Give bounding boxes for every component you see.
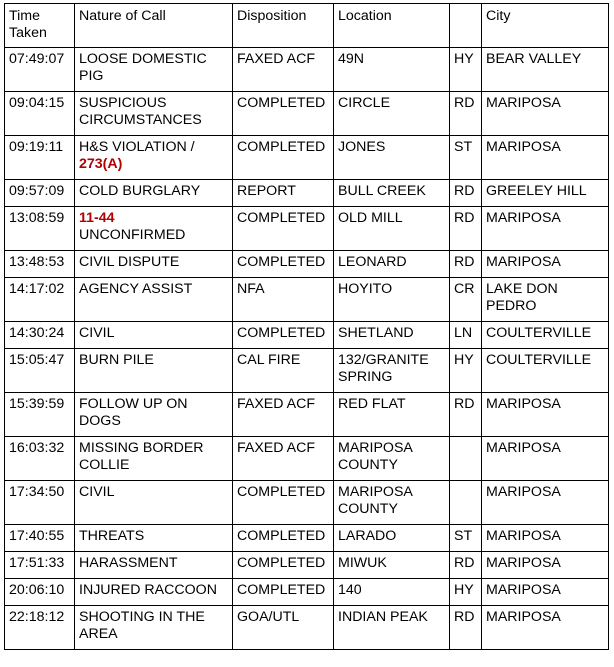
cell-city: MARIPOSA bbox=[482, 393, 609, 437]
table-body bbox=[5, 48, 609, 650]
cell-city: MARIPOSA bbox=[482, 251, 609, 278]
cell-location: LEONARD bbox=[334, 251, 450, 278]
header-location: Location bbox=[334, 4, 450, 48]
cell-street-suffix: RD bbox=[450, 393, 482, 437]
cell-city: MARIPOSA bbox=[482, 552, 609, 579]
cell-location: LARADO bbox=[334, 525, 450, 552]
call-log-table bbox=[4, 3, 609, 650]
cell-city: BEAR VALLEY bbox=[482, 48, 609, 92]
cell-time-taken: 15:39:59 bbox=[5, 393, 75, 437]
cell-time-taken: 13:48:53 bbox=[5, 251, 75, 278]
nature-text: HARASSMENT bbox=[79, 555, 178, 571]
cell-nature-of-call bbox=[75, 393, 233, 437]
cell-location: SHETLAND bbox=[334, 322, 450, 349]
cell-city: COULTERVILLE bbox=[482, 322, 609, 349]
table-row bbox=[5, 393, 609, 437]
cell-city: MARIPOSA bbox=[482, 606, 609, 650]
cell-nature-of-call bbox=[75, 525, 233, 552]
nature-text: UNCONFIRMED bbox=[79, 227, 186, 243]
cell-nature-of-call bbox=[75, 552, 233, 579]
cell-disposition: COMPLETED bbox=[233, 251, 334, 278]
table-row bbox=[5, 322, 609, 349]
cell-street-suffix: CR bbox=[450, 278, 482, 322]
cell-city: MARIPOSA bbox=[482, 525, 609, 552]
nature-text: CIVIL bbox=[79, 325, 115, 341]
table-row bbox=[5, 349, 609, 393]
table-row bbox=[5, 251, 609, 278]
cell-street-suffix: LN bbox=[450, 322, 482, 349]
cell-time-taken: 20:06:10 bbox=[5, 579, 75, 606]
header-street-suffix bbox=[450, 4, 482, 48]
cell-city: GREELEY HILL bbox=[482, 180, 609, 207]
nature-text: CIVIL DISPUTE bbox=[79, 254, 180, 270]
cell-nature-of-call bbox=[75, 349, 233, 393]
cell-time-taken: 17:40:55 bbox=[5, 525, 75, 552]
cell-disposition: COMPLETED bbox=[233, 579, 334, 606]
cell-city: MARIPOSA bbox=[482, 136, 609, 180]
cell-nature-of-call bbox=[75, 322, 233, 349]
cell-city: MARIPOSA bbox=[482, 579, 609, 606]
cell-street-suffix bbox=[450, 481, 482, 525]
cell-street-suffix: ST bbox=[450, 136, 482, 180]
nature-text: LOOSE DOMESTIC PIG bbox=[79, 51, 207, 84]
cell-disposition: COMPLETED bbox=[233, 207, 334, 251]
cell-location: HOYITO bbox=[334, 278, 450, 322]
cell-disposition: FAXED ACF bbox=[233, 393, 334, 437]
cell-disposition: COMPLETED bbox=[233, 92, 334, 136]
nature-text: FOLLOW UP ON DOGS bbox=[79, 396, 188, 429]
header-nature-of-call: Nature of Call bbox=[75, 4, 233, 48]
cell-nature-of-call bbox=[75, 251, 233, 278]
nature-text: SHOOTING IN THE AREA bbox=[79, 609, 205, 642]
cell-location: MIWUK bbox=[334, 552, 450, 579]
cell-location: MARIPOSA COUNTY bbox=[334, 481, 450, 525]
table-row bbox=[5, 278, 609, 322]
header-time-taken bbox=[5, 4, 75, 48]
cell-location: 132/GRANITE SPRING bbox=[334, 349, 450, 393]
cell-location: CIRCLE bbox=[334, 92, 450, 136]
cell-disposition: COMPLETED bbox=[233, 481, 334, 525]
table-row bbox=[5, 437, 609, 481]
nature-code-highlight: 273(A) bbox=[79, 156, 123, 172]
cell-street-suffix: RD bbox=[450, 606, 482, 650]
cell-street-suffix: RD bbox=[450, 207, 482, 251]
table-row bbox=[5, 48, 609, 92]
cell-location: JONES bbox=[334, 136, 450, 180]
cell-street-suffix: RD bbox=[450, 180, 482, 207]
nature-text: INJURED RACCOON bbox=[79, 582, 217, 598]
cell-disposition: REPORT bbox=[233, 180, 334, 207]
nature-text: THREATS bbox=[79, 528, 145, 544]
cell-location: INDIAN PEAK bbox=[334, 606, 450, 650]
table-row bbox=[5, 136, 609, 180]
nature-text: CIVIL bbox=[79, 484, 115, 500]
cell-location: BULL CREEK bbox=[334, 180, 450, 207]
cell-street-suffix: RD bbox=[450, 92, 482, 136]
header-city: City bbox=[482, 4, 609, 48]
cell-time-taken: 14:17:02 bbox=[5, 278, 75, 322]
cell-city: MARIPOSA bbox=[482, 437, 609, 481]
cell-disposition: COMPLETED bbox=[233, 322, 334, 349]
nature-text: H&S VIOLATION / bbox=[79, 139, 195, 155]
cell-time-taken: 17:51:33 bbox=[5, 552, 75, 579]
cell-street-suffix: RD bbox=[450, 552, 482, 579]
cell-disposition: FAXED ACF bbox=[233, 48, 334, 92]
nature-text: MISSING BORDER COLLIE bbox=[79, 440, 204, 473]
cell-nature-of-call bbox=[75, 481, 233, 525]
cell-time-taken: 17:34:50 bbox=[5, 481, 75, 525]
cell-time-taken: 22:18:12 bbox=[5, 606, 75, 650]
cell-nature-of-call bbox=[75, 606, 233, 650]
cell-city: MARIPOSA bbox=[482, 92, 609, 136]
cell-location: RED FLAT bbox=[334, 393, 450, 437]
cell-street-suffix: RD bbox=[450, 251, 482, 278]
cell-time-taken: 15:05:47 bbox=[5, 349, 75, 393]
cell-disposition: FAXED ACF bbox=[233, 437, 334, 481]
table-row bbox=[5, 552, 609, 579]
cell-nature-of-call bbox=[75, 579, 233, 606]
cell-time-taken: 09:57:09 bbox=[5, 180, 75, 207]
nature-text: COLD BURGLARY bbox=[79, 183, 201, 199]
cell-street-suffix bbox=[450, 437, 482, 481]
nature-text: AGENCY ASSIST bbox=[79, 281, 193, 297]
cell-nature-of-call bbox=[75, 207, 233, 251]
cell-time-taken: 14:30:24 bbox=[5, 322, 75, 349]
cell-location: MARIPOSA COUNTY bbox=[334, 437, 450, 481]
cell-disposition: GOA/UTL bbox=[233, 606, 334, 650]
cell-city: MARIPOSA bbox=[482, 207, 609, 251]
cell-time-taken: 16:03:32 bbox=[5, 437, 75, 481]
cell-nature-of-call bbox=[75, 48, 233, 92]
cell-street-suffix: HY bbox=[450, 349, 482, 393]
cell-time-taken: 09:04:15 bbox=[5, 92, 75, 136]
cell-nature-of-call bbox=[75, 136, 233, 180]
cell-city: MARIPOSA bbox=[482, 481, 609, 525]
nature-code-highlight: 11-44 bbox=[79, 210, 115, 226]
cell-city: LAKE DON PEDRO bbox=[482, 278, 609, 322]
table-row bbox=[5, 481, 609, 525]
cell-city: COULTERVILLE bbox=[482, 349, 609, 393]
nature-text: BURN PILE bbox=[79, 352, 154, 368]
cell-location: 49N bbox=[334, 48, 450, 92]
cell-street-suffix: ST bbox=[450, 525, 482, 552]
cell-street-suffix: HY bbox=[450, 48, 482, 92]
cell-time-taken: 13:08:59 bbox=[5, 207, 75, 251]
cell-time-taken: 09:19:11 bbox=[5, 136, 75, 180]
cell-disposition: NFA bbox=[233, 278, 334, 322]
table-row bbox=[5, 180, 609, 207]
table-row bbox=[5, 525, 609, 552]
cell-nature-of-call bbox=[75, 278, 233, 322]
table-row bbox=[5, 207, 609, 251]
header-time-line2: Taken bbox=[9, 25, 47, 41]
cell-nature-of-call bbox=[75, 92, 233, 136]
header-time-line1: Time bbox=[9, 8, 41, 24]
header-disposition: Disposition bbox=[233, 4, 334, 48]
cell-nature-of-call bbox=[75, 180, 233, 207]
cell-disposition: CAL FIRE bbox=[233, 349, 334, 393]
cell-disposition: COMPLETED bbox=[233, 552, 334, 579]
cell-time-taken: 07:49:07 bbox=[5, 48, 75, 92]
table-row bbox=[5, 92, 609, 136]
table-header-row bbox=[5, 4, 609, 48]
cell-street-suffix: HY bbox=[450, 579, 482, 606]
nature-text: SUSPICIOUS CIRCUMSTANCES bbox=[79, 95, 202, 128]
cell-location: OLD MILL bbox=[334, 207, 450, 251]
cell-disposition: COMPLETED bbox=[233, 136, 334, 180]
table-row bbox=[5, 606, 609, 650]
cell-location: 140 bbox=[334, 579, 450, 606]
table-row bbox=[5, 579, 609, 606]
cell-nature-of-call bbox=[75, 437, 233, 481]
cell-disposition: COMPLETED bbox=[233, 525, 334, 552]
